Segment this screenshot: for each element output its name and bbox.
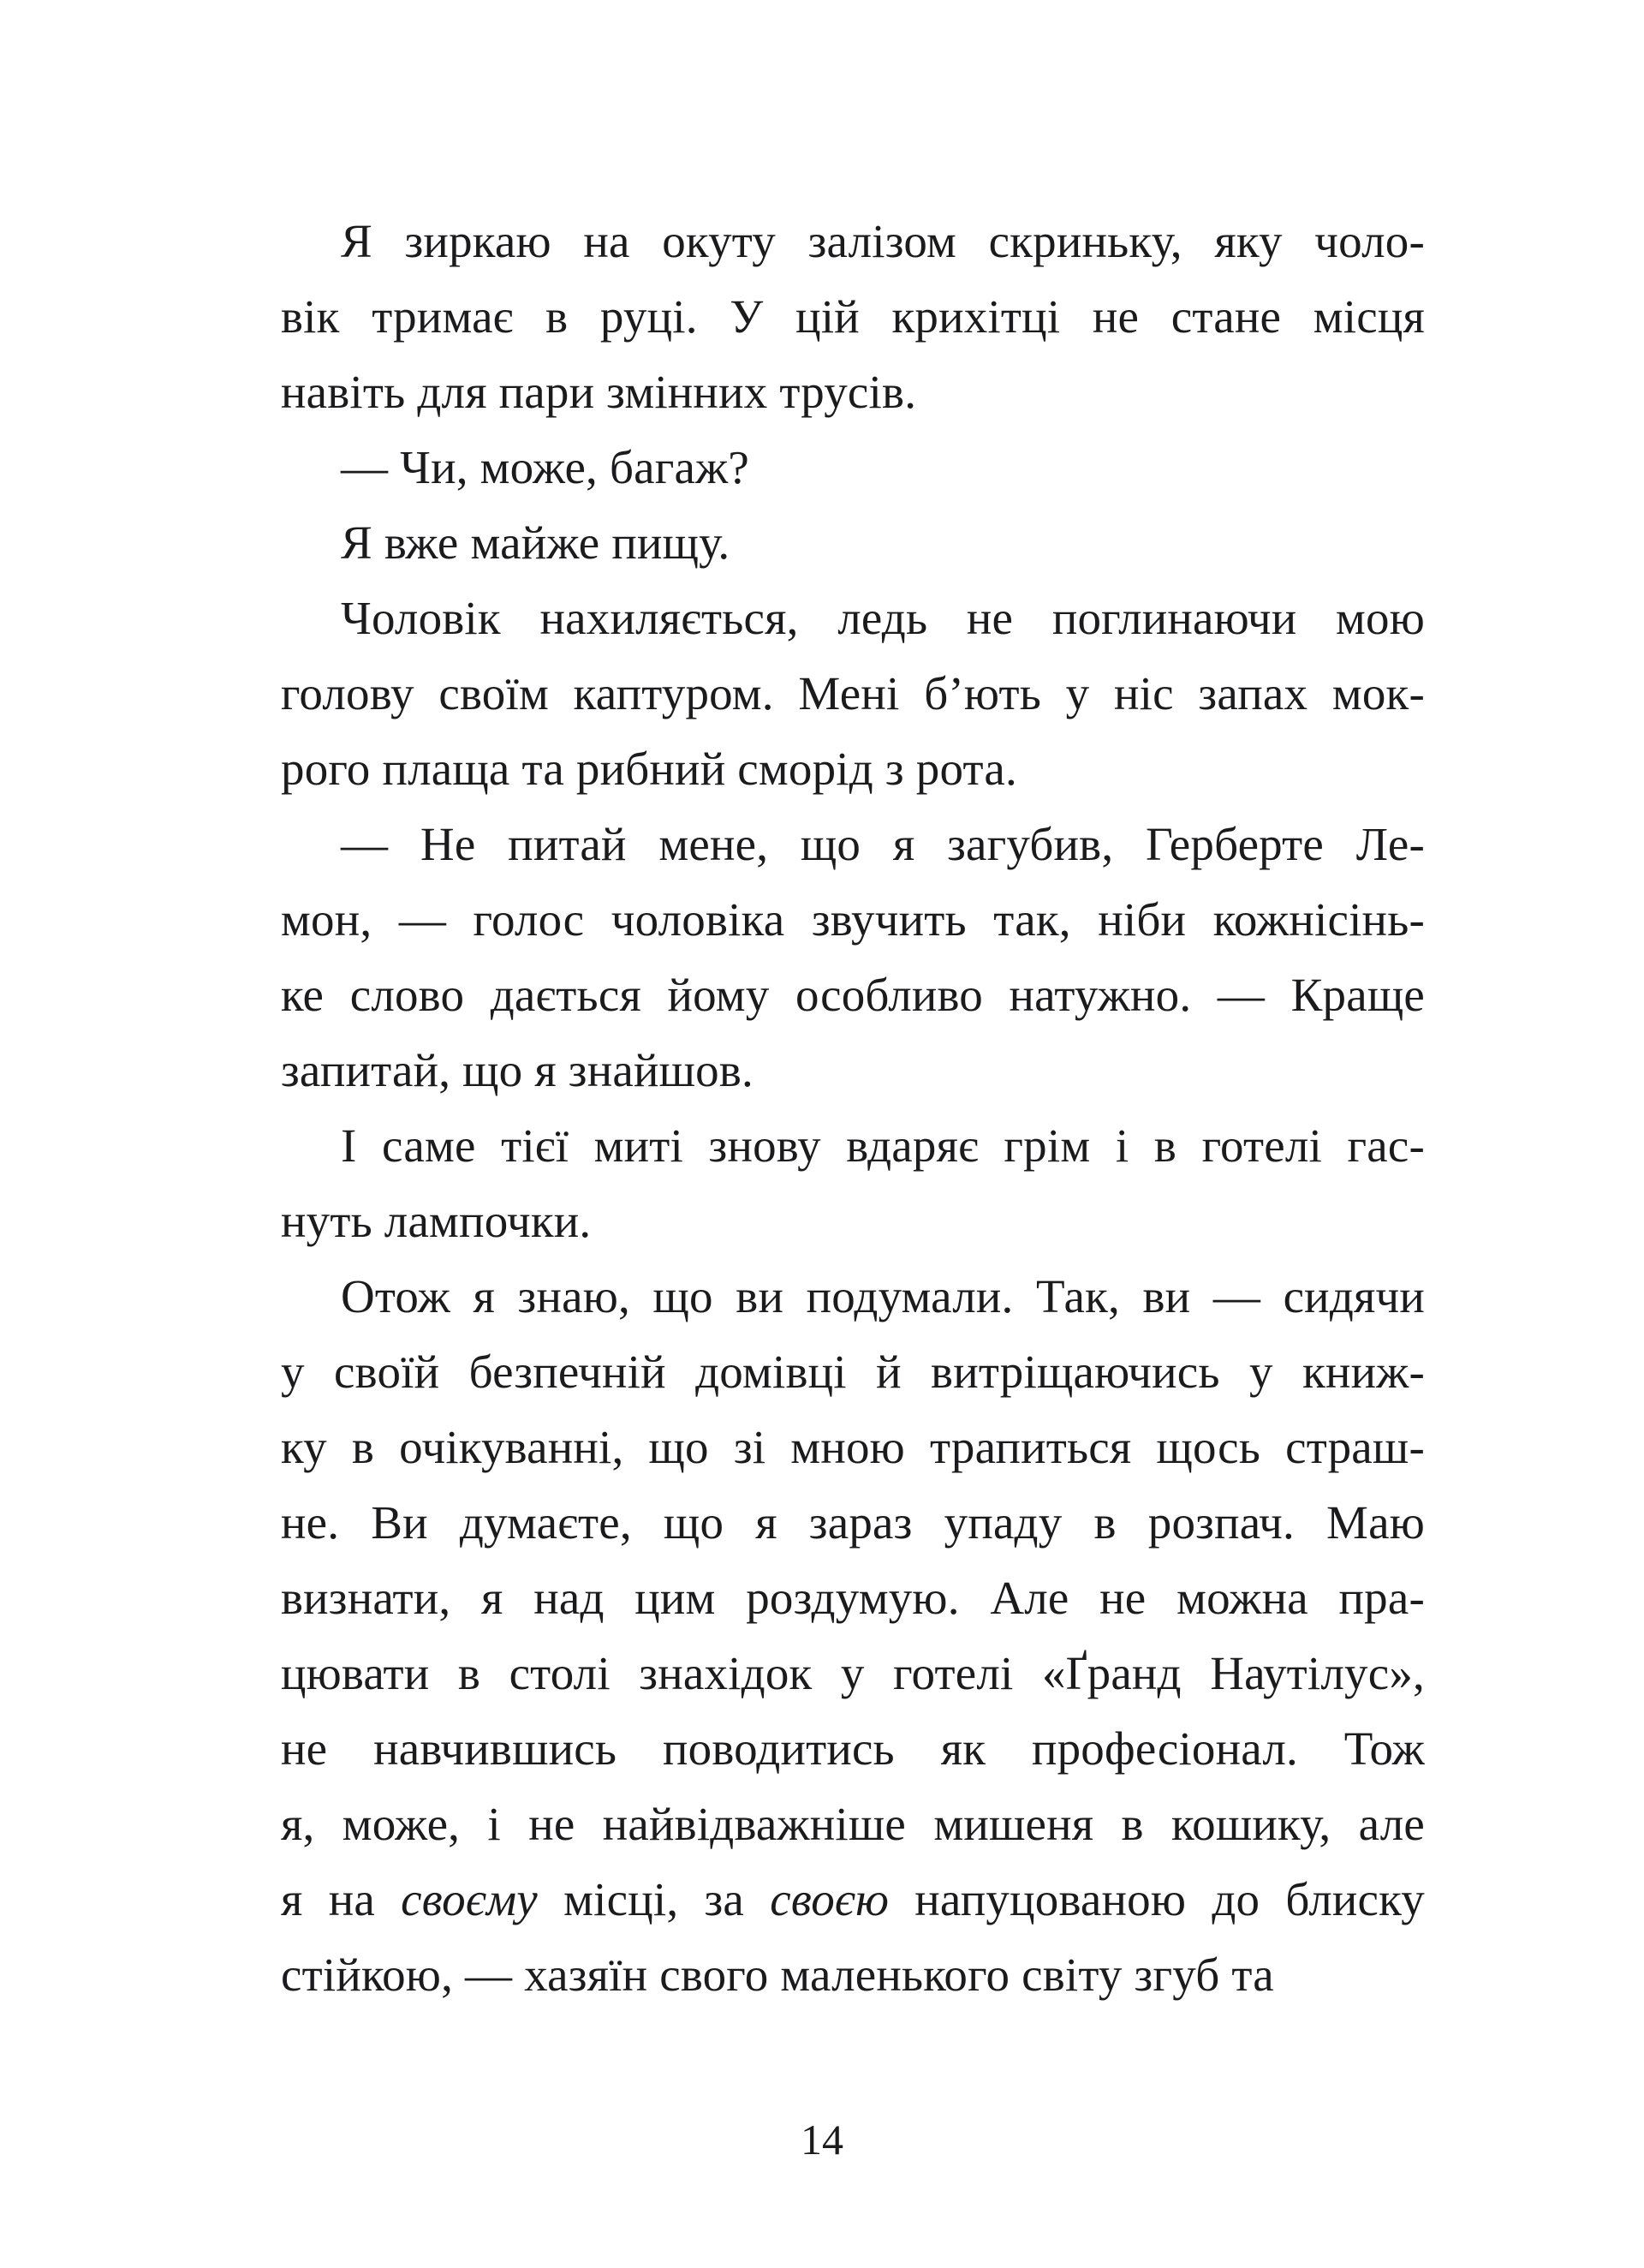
text-line xyxy=(281,882,1425,958)
text-line xyxy=(281,1711,1425,1787)
text-run: не. Ви думаєте, що я зараз упаду в розпач. Маю xyxy=(281,1496,1425,1549)
text-run: ку в очікуванні, що зі мною трапиться щось страш- xyxy=(281,1421,1425,1473)
text-run: я на xyxy=(281,1873,402,1925)
text-line xyxy=(281,430,1425,505)
text-run: не навчившись поводитись як професіонал. Тож xyxy=(281,1722,1425,1775)
text-line xyxy=(281,1410,1425,1485)
text-run: цювати в столі знахідок у готелі «Ґранд Наутілус», xyxy=(281,1647,1425,1699)
text-run: І саме тієї миті знову вдаряє грім і в готелі гас- xyxy=(341,1119,1425,1172)
text-run: голову своїм каптуром. Мені б’ють у ніс запах мок- xyxy=(281,667,1425,719)
text-run: Я вже майже пищу. xyxy=(341,516,730,569)
text-run: нуть лампочки. xyxy=(281,1195,592,1247)
text-line xyxy=(281,1937,1425,2013)
text-run: мон, — голос чоловіка звучить так, ніби кожнісінь- xyxy=(281,893,1425,946)
text-line xyxy=(281,279,1425,355)
text-run: напуцованою до блиску xyxy=(889,1873,1425,1925)
text-run: ке слово дається йому особливо натужно. — Краще xyxy=(281,969,1425,1021)
text-line xyxy=(281,204,1425,279)
text-line xyxy=(281,1184,1425,1259)
text-run: Я зиркаю на окуту залізом скриньку, яку чоло- xyxy=(341,215,1425,267)
italic-text-run: своєму xyxy=(401,1873,538,1925)
text-run: — Не питай мене, що я загубив, Герберте Ле- xyxy=(341,818,1425,870)
text-run: стійкою, — хазяїн свого маленького світу згуб та xyxy=(281,1949,1274,2001)
text-line xyxy=(281,656,1425,731)
text-line xyxy=(281,1033,1425,1108)
text-run: Отож я знаю, що ви подумали. Так, ви — сидячи xyxy=(341,1270,1425,1322)
text-run: місці, за xyxy=(537,1873,771,1925)
text-run: Чоловік нахиляється, ледь не поглинаючи мою xyxy=(341,592,1425,644)
text-line xyxy=(281,1862,1425,1937)
text-line xyxy=(281,1787,1425,1862)
text-run: визнати, я над цим роздумую. Але не можна пра- xyxy=(281,1572,1425,1624)
text-block xyxy=(281,204,1425,2013)
text-run: навіть для пари змінних трусів. xyxy=(281,366,917,418)
text-run: запитай, що я знайшов. xyxy=(281,1044,754,1096)
text-line xyxy=(281,1259,1425,1334)
text-line xyxy=(281,581,1425,656)
text-line xyxy=(281,1108,1425,1184)
text-run: — Чи, може, багаж? xyxy=(341,441,749,493)
text-run: рого плаща та рибний сморід з рота. xyxy=(281,743,1017,795)
text-line xyxy=(281,1636,1425,1711)
text-line xyxy=(281,355,1425,430)
text-line xyxy=(281,958,1425,1033)
text-line xyxy=(281,1485,1425,1561)
italic-text-run: своєю xyxy=(770,1873,890,1925)
text-run: у своїй безпечній домівці й витріщаючись у книж- xyxy=(281,1346,1425,1398)
text-line xyxy=(281,1561,1425,1636)
page-number: 14 xyxy=(801,2116,843,2164)
text-line xyxy=(281,807,1425,882)
text-run: я, може, і не найвідважніше мишеня в кошику, але xyxy=(281,1798,1425,1850)
text-line xyxy=(281,1334,1425,1410)
text-run: вік тримає в руці. У цій крихітці не стане місця xyxy=(281,290,1425,343)
text-line xyxy=(281,731,1425,807)
text-line xyxy=(281,505,1425,581)
